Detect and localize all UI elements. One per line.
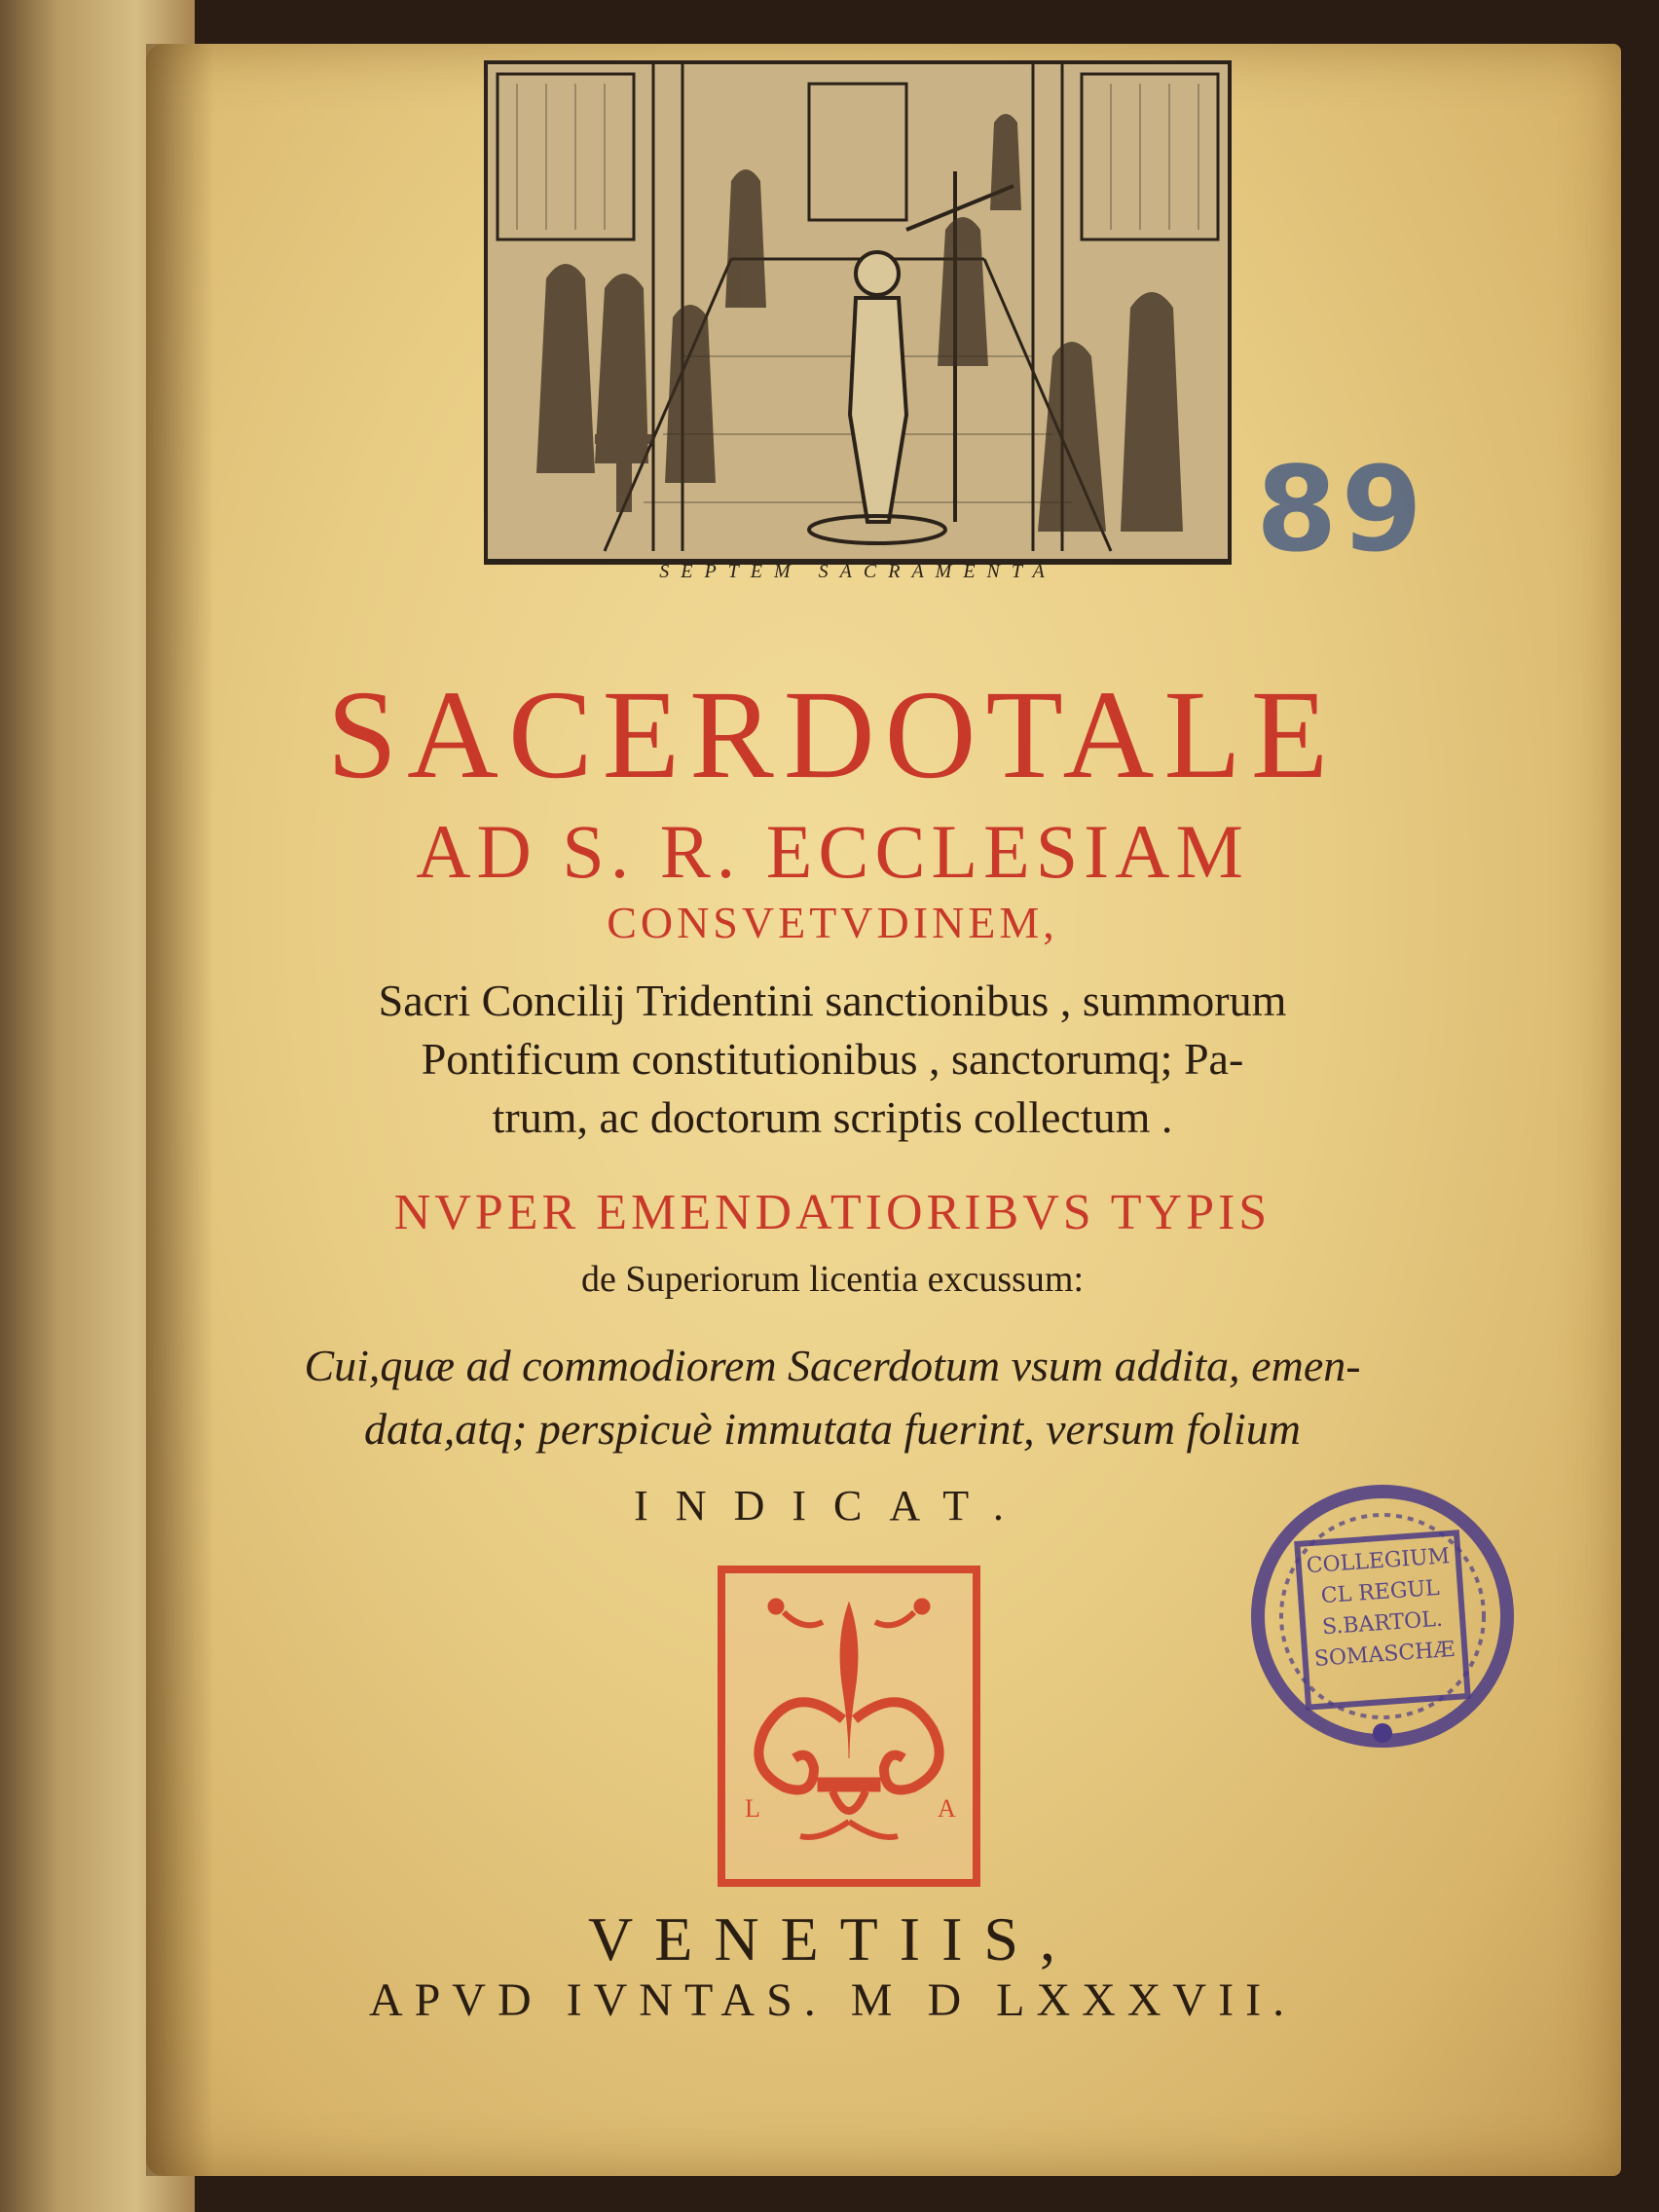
shelf-mark-number: 89 (1256, 443, 1426, 578)
fleur-de-lis-icon (725, 1573, 973, 1879)
printer-initial-right: A (938, 1794, 956, 1823)
body-line-1: Sacri Concilij Tridentini sanctionibus , summorum (378, 976, 1287, 1025)
edition-line: NVPER EMENDATIORIBVS TYPIS (393, 1185, 1272, 1240)
title-line-3: CONSVETVDINEM, (607, 898, 1058, 947)
engraving-illustration (488, 64, 1228, 561)
stamp-inscription (1278, 1539, 1488, 1709)
body-line-2: Pontificum constitutionibus , sanctorumq; Pa- (421, 1034, 1244, 1084)
stamp-line-2: CL REGUL (1320, 1575, 1441, 1609)
note-line-1: Cui,quæ ad commodiorem Sacerdotum vsum addita, emen- (304, 1341, 1361, 1390)
body-line-3: trum, ac doctorum scriptis collectum . (492, 1092, 1173, 1142)
imprint-publisher-date: APVD IVNTAS. M D LXXXVII. (368, 1974, 1297, 2026)
book-title: SACERDOTALE (326, 665, 1339, 805)
note-line-3: INDICAT. (634, 1482, 1031, 1530)
printer-initial-left: L (745, 1794, 760, 1823)
stamp-line-3: S.BARTOL. (1321, 1606, 1444, 1641)
engraving-seven-sacraments (484, 60, 1232, 565)
license-line: de Superiorum licentia excussum: (580, 1259, 1085, 1300)
stamp-line-4: SOMASCHÆ (1313, 1637, 1456, 1672)
printer-mark-fleur-de-lis (718, 1566, 980, 1887)
stamp-line-1: COLLEGIUM (1306, 1544, 1451, 1579)
title-line-2: AD S. R. ECCLESIAM (416, 809, 1249, 894)
engraving-caption: SEPTEM SACRAMENTA (484, 559, 1232, 586)
note-line-2: data,atq; perspicuè immutata fuerint, versum folium (363, 1404, 1302, 1454)
imprint-city: VENETIIS, (588, 1904, 1077, 1973)
